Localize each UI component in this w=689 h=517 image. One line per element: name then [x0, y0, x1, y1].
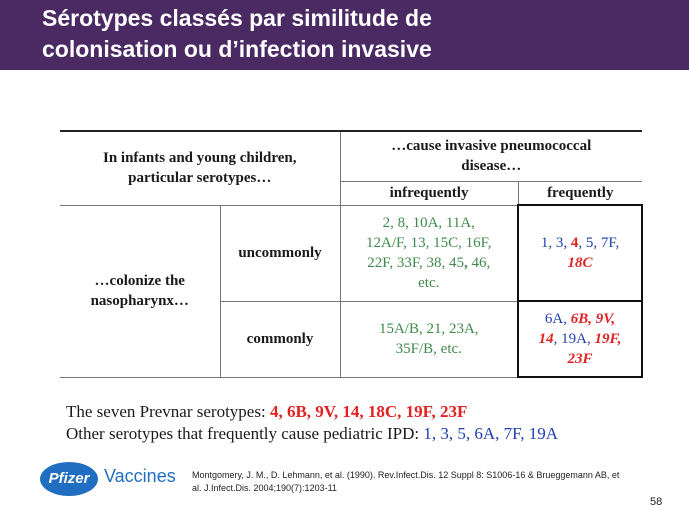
- cell-uncommon-frequent: 1, 3, 4, 5, 7F, 18C: [518, 205, 642, 301]
- col-frequently: frequently: [518, 181, 642, 205]
- slide-title: [42, 3, 432, 65]
- title-bar: [0, 0, 689, 70]
- slide-title-line1: Sérotypes classés par similitude de: [42, 5, 432, 31]
- summary-text: [66, 401, 558, 445]
- serotype-table: [60, 130, 643, 378]
- header-disease: …cause invasive pneumococcal disease…: [340, 131, 642, 181]
- other-serotypes-line: Other serotypes that frequently cause pediatric IPD: 1, 3, 5, 6A, 7F, 19A: [66, 424, 559, 443]
- cell-common-frequent: 6A, 6B, 9V, 14, 19A, 19F, 23F: [518, 301, 642, 377]
- pfizer-logo: Pfizer: [40, 462, 98, 496]
- slide-title-line2: colonisation ou d’infection invasive: [42, 36, 432, 62]
- row-commonly: commonly: [220, 301, 340, 377]
- vaccines-label: Vaccines: [104, 466, 176, 486]
- cell-uncommon-infrequent: 2, 8, 10A, 11A, 12A/F, 13, 15C, 16F, 22F, 33F, 38, 45, 46, etc.: [340, 205, 518, 301]
- row-group-colonize: …colonize the nasopharynx…: [60, 205, 220, 377]
- prevnar-serotypes-line: The seven Prevnar serotypes: 4, 6B, 9V, 14, 18C, 19F, 23F: [66, 402, 468, 421]
- row-uncommonly: uncommonly: [220, 205, 340, 301]
- page-number: 58: [650, 496, 663, 508]
- cell-common-infrequent: 15A/B, 21, 23A, 35F/B, etc.: [340, 301, 518, 377]
- reference-citation: Montgomery, J. M., D. Lehmann, et al. (1990). Rev.Infect.Dis. 12 Suppl 8: S1006-16 & Brueggemann AB, et al. J.Infect.Dis. 2004;190(7):1203-11: [192, 470, 620, 493]
- header-serotypes: In infants and young children, particular serotypes…: [60, 131, 340, 205]
- col-infrequently: infrequently: [340, 181, 518, 205]
